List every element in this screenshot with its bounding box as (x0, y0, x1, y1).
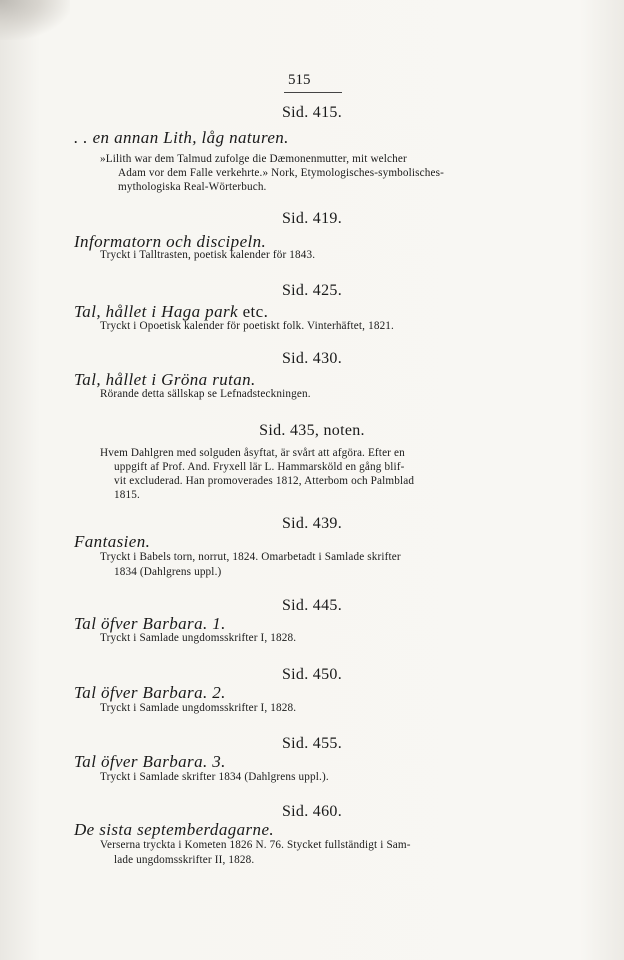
section-heading: Sid. 455. (281, 735, 343, 752)
entry-title: Informatorn och discipeln. (74, 232, 267, 251)
entry-note-line: Adam vor dem Falle verkehrte.» Nork, Etymologisches-symbolisches- (118, 167, 445, 179)
entry-title: Tal öfver Barbara. 1. (74, 614, 226, 633)
section-heading: Sid. 445. (281, 597, 343, 614)
page-number: 515 (288, 72, 311, 88)
section-heading: Sid. 425. (281, 282, 343, 299)
entry-title: Tal, hållet i Gröna rutan. (74, 370, 256, 389)
entry-note-line: 1815. (114, 489, 140, 501)
section-heading: Sid. 450. (281, 666, 343, 683)
entry-note-line: uppgift af Prof. And. Fryxell lär L. Hammarsköld en gång blif- (114, 461, 405, 473)
section-heading: Sid. 439. (281, 515, 343, 532)
entry-note-line: lade ungdomsskrifter II, 1828. (114, 854, 255, 866)
entry-note-line: Tryckt i Talltrasten, poetisk kalender för 1843. (100, 249, 316, 261)
entry-note-line: Tryckt i Babels torn, norrut, 1824. Omarbetadt i Samlade skrifter (100, 551, 401, 563)
entry-note-line: vit excluderad. Han promoverades 1812, Atterbom och Palmblad (114, 475, 415, 487)
entry-title: De sista septemberdagarne. (74, 820, 275, 839)
entry-note-line: Tryckt i Opoetisk kalender för poetiskt folk. Vinterhäftet, 1821. (100, 320, 394, 332)
entry-note-line: Tryckt i Samlade ungdomsskrifter I, 1828. (100, 702, 297, 714)
entry-title: Tal öfver Barbara. 3. (74, 752, 226, 771)
entry-note-line: Verserna tryckta i Kometen 1826 N. 76. Stycket fullständigt i Sam- (100, 839, 411, 851)
entry-title-suffix: etc. (237, 302, 269, 321)
section-heading: Sid. 415. (281, 104, 343, 121)
entry-note-line: Tryckt i Samlade skrifter 1834 (Dahlgrens uppl.). (100, 771, 329, 783)
entry-title-text: Tal, hållet i Haga park (74, 302, 238, 321)
page-number-rule (284, 92, 342, 93)
entry-note-line: »Lilith war dem Talmud zufolge die Dæmonenmutter, mit welcher (100, 153, 407, 165)
entry-note-line: Rörande detta sällskap se Lefnadsteckningen. (100, 388, 311, 400)
section-heading: Sid. 435, noten. (259, 422, 365, 439)
section-heading: Sid. 430. (281, 350, 343, 367)
entry-note-line: 1834 (Dahlgrens uppl.) (114, 566, 222, 578)
entry-title: Fantasien. (74, 532, 151, 551)
entry-title: Tal öfver Barbara. 2. (74, 683, 226, 702)
section-heading: Sid. 460. (281, 803, 343, 820)
section-heading: Sid. 419. (281, 210, 343, 227)
entry-note-line: Tryckt i Samlade ungdomsskrifter I, 1828. (100, 632, 297, 644)
page-corner-shadow (0, 0, 70, 40)
entry-note-line: mythologiska Real-Wörterbuch. (118, 181, 267, 193)
entry-title: . . en annan Lith, låg naturen. (74, 128, 289, 147)
entry-note-line: Hvem Dahlgren med solguden åsyftat, är svårt att afgöra. Efter en (100, 447, 405, 459)
